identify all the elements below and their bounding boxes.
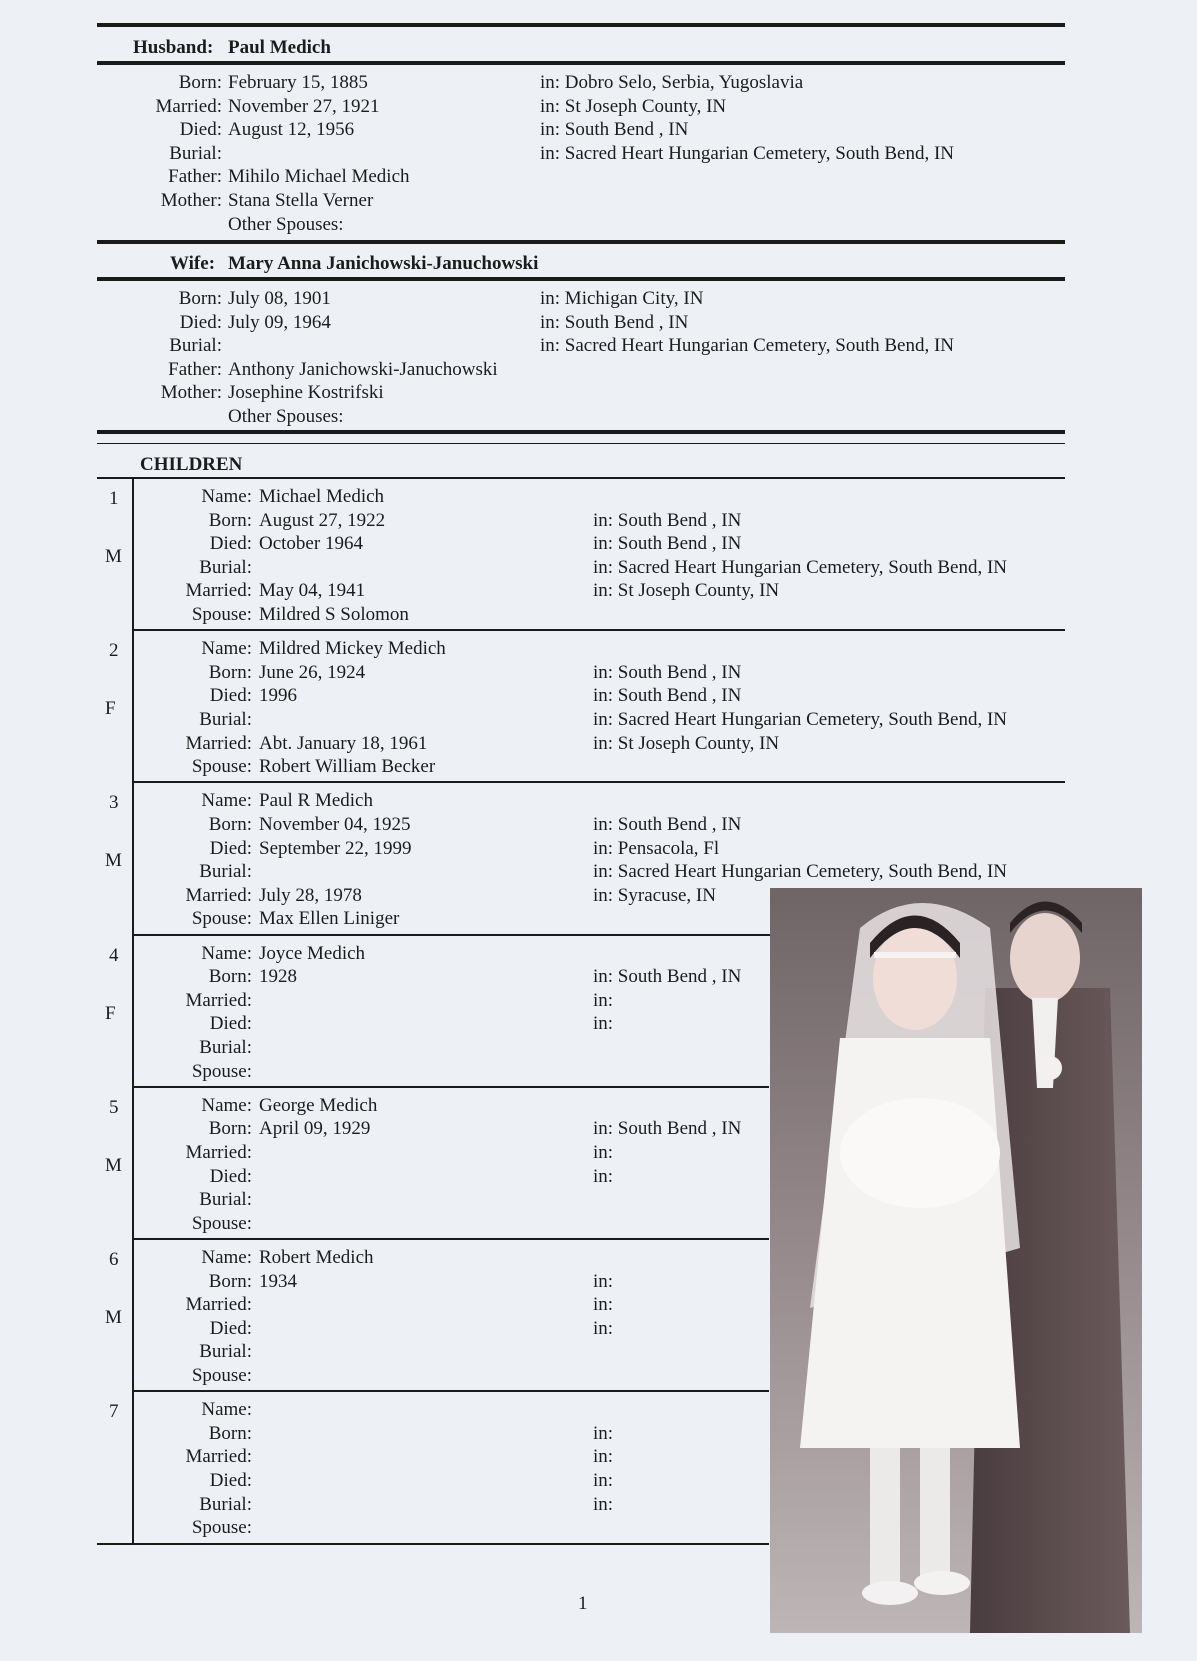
child-field-place: in: South Bend , IN	[593, 533, 742, 555]
top-rule	[97, 23, 1065, 27]
child-field-place: in: South Bend , IN	[593, 509, 742, 531]
child-number: 1	[109, 488, 119, 509]
child-field-label: Burial:	[199, 1493, 252, 1515]
child-field-label: Died:	[209, 1013, 252, 1035]
husband-field-label: Born:	[178, 72, 222, 93]
child-field-label: Died:	[209, 837, 252, 859]
wife-field-label: Died:	[179, 311, 222, 333]
wife-field-label: Father:	[168, 358, 222, 380]
child-field-label: Married:	[185, 580, 252, 602]
husband-field-value: Stana Stella Verner	[228, 190, 374, 211]
child-field-place: in:	[593, 989, 614, 1011]
child-field-label: Died:	[209, 1317, 252, 1339]
child-field-place: in: Sacred Heart Hungarian Cemetery, South Bend, IN	[593, 556, 1008, 578]
wife-name: Mary Anna Janichowski-Januchowski	[228, 253, 539, 274]
child-field-label: Married:	[185, 732, 252, 754]
child-field-value: Joyce Medich	[259, 942, 366, 964]
child-field-label: Born:	[208, 1270, 252, 1292]
wife-top-rule	[97, 240, 1065, 244]
child-field-value: October 1964	[259, 533, 363, 555]
child-sex: F	[105, 698, 116, 720]
child-field-label: Burial:	[199, 1037, 252, 1058]
child-field-label: Name:	[201, 1094, 252, 1116]
child-field-place: in: South Bend , IN	[593, 661, 742, 683]
child-field-label: Died:	[209, 1470, 252, 1491]
husband-other-spouses: Other Spouses:	[228, 214, 344, 235]
child-field-place: in: Pensacola, Fl	[593, 837, 720, 859]
child-field-label: Born:	[208, 1118, 252, 1140]
husband-field-place: in: Dobro Selo, Serbia, Yugoslavia	[540, 72, 804, 93]
husband-field-place: in: Sacred Heart Hungarian Cemetery, South Bend, IN	[540, 142, 955, 164]
child-field-place: in:	[593, 1294, 614, 1316]
child-field-place: in: South Bend , IN	[593, 1118, 742, 1140]
child-divider	[132, 1238, 769, 1240]
child-sex: M	[105, 546, 122, 567]
child-field-label: Married:	[185, 884, 252, 906]
child-field-value: Abt. January 18, 1961	[259, 732, 428, 754]
husband-heading-rule	[97, 61, 1065, 65]
child-field-label: Spouse:	[191, 1060, 252, 1082]
child-field-label: Spouse:	[191, 1212, 252, 1234]
child-field-value: 1996	[259, 685, 297, 707]
child-field-place: in: St Joseph County, IN	[593, 732, 780, 754]
child-field-value: September 22, 1999	[259, 837, 412, 859]
wife-field-value: July 08, 1901	[228, 288, 331, 309]
child-field-label: Burial:	[199, 709, 252, 730]
wife-field-value: Josephine Kostrifski	[228, 382, 384, 404]
child-field-value: Mildred Mickey Medich	[259, 638, 446, 660]
husband-field-value: November 27, 1921	[228, 95, 380, 117]
child-field-label: Spouse:	[191, 1517, 252, 1539]
wedding-photo	[770, 888, 1142, 1633]
child-field-label: Born:	[208, 814, 252, 835]
child-field-place: in:	[593, 1165, 614, 1187]
child-divider	[132, 1390, 769, 1392]
child-field-label: Born:	[208, 661, 252, 683]
husband-field-label: Father:	[168, 166, 222, 188]
child-field-value: June 26, 1924	[259, 661, 366, 683]
child-field-place: in: South Bend , IN	[593, 814, 742, 835]
child-field-label: Died:	[209, 533, 252, 555]
child-field-label: Born:	[208, 1422, 252, 1444]
child-field-place: in: Syracuse, IN	[593, 884, 716, 906]
children-top-rule	[97, 430, 1065, 434]
child-field-value: Paul R Medich	[259, 790, 373, 812]
child-field-label: Burial:	[199, 1189, 252, 1211]
husband-field-place: in: St Joseph County, IN	[540, 95, 727, 117]
child-field-value: July 28, 1978	[259, 884, 362, 906]
child-field-value: 1928	[259, 966, 297, 988]
child-field-place: in:	[593, 1142, 614, 1163]
wife-heading-rule	[97, 277, 1065, 281]
child-field-label: Married:	[185, 1142, 252, 1163]
husband-heading-label: Husband:	[133, 37, 214, 58]
child-field-label: Died:	[209, 1165, 252, 1187]
husband-name: Paul Medich	[228, 37, 331, 58]
child-field-label: Married:	[185, 989, 252, 1011]
child-field-place: in:	[593, 1446, 614, 1468]
child-field-place: in:	[593, 1493, 614, 1515]
wife-field-label: Born:	[178, 288, 222, 309]
child-field-place: in:	[593, 1470, 614, 1491]
child-divider	[132, 781, 1065, 783]
child-number: 3	[109, 792, 119, 814]
child-field-label: Name:	[201, 486, 252, 507]
child-field-label: Burial:	[199, 1341, 252, 1363]
child-field-label: Burial:	[199, 556, 252, 578]
child-field-place: in: South Bend , IN	[593, 685, 742, 707]
child-field-label: Name:	[201, 942, 252, 964]
child-field-value: April 09, 1929	[259, 1118, 371, 1140]
child-sex: M	[105, 1307, 122, 1328]
page-number: 1	[578, 1593, 588, 1614]
child-field-place: in: Sacred Heart Hungarian Cemetery, South Bend, IN	[593, 861, 1008, 883]
child-field-label: Spouse:	[191, 1365, 252, 1386]
child-sex: M	[105, 850, 122, 872]
wedding-photo-image	[770, 888, 1142, 1633]
child-number: 6	[109, 1249, 119, 1270]
wife-field-place: in: Sacred Heart Hungarian Cemetery, South Bend, IN	[540, 335, 955, 357]
child-field-label: Born:	[208, 966, 252, 988]
child-number: 7	[109, 1401, 119, 1423]
child-field-label: Name:	[201, 638, 252, 660]
child-number: 2	[109, 640, 119, 662]
child-field-label: Spouse:	[191, 756, 252, 778]
child-field-value: Michael Medich	[259, 486, 385, 507]
children-heading: CHILDREN	[140, 454, 243, 475]
husband-field-value: Mihilo Michael Medich	[228, 166, 410, 188]
wife-field-value: July 09, 1964	[228, 311, 331, 333]
child-sex: M	[105, 1154, 122, 1176]
children-heading-rule	[97, 477, 1065, 479]
child-field-value: Max Ellen Liniger	[259, 908, 400, 930]
husband-field-value: February 15, 1885	[228, 72, 368, 93]
child-field-place: in: Sacred Heart Hungarian Cemetery, South Bend, IN	[593, 709, 1008, 730]
child-field-place: in:	[593, 1422, 614, 1444]
child-field-label: Name:	[201, 1247, 252, 1268]
children-bottom-rule	[97, 1543, 769, 1545]
child-field-label: Married:	[185, 1446, 252, 1468]
child-field-value: Robert Medich	[259, 1247, 374, 1268]
child-field-value: August 27, 1922	[259, 509, 386, 531]
child-field-label: Name:	[201, 790, 252, 812]
wife-heading-label: Wife:	[170, 253, 216, 274]
wife-field-place: in: Michigan City, IN	[540, 288, 704, 309]
child-field-label: Spouse:	[191, 908, 252, 930]
child-field-label: Name:	[201, 1399, 252, 1421]
husband-field-label: Mother:	[160, 190, 222, 211]
child-number: 5	[109, 1096, 119, 1118]
child-field-value: May 04, 1941	[259, 580, 366, 602]
husband-field-label: Burial:	[169, 142, 222, 164]
child-field-value: George Medich	[259, 1094, 378, 1116]
child-field-place: in:	[593, 1317, 614, 1339]
child-field-place: in:	[593, 1270, 614, 1292]
children-top-rule-thin	[97, 443, 1065, 444]
child-field-value: November 04, 1925	[259, 814, 411, 835]
wife-field-label: Burial:	[169, 335, 222, 357]
child-divider	[132, 629, 1065, 631]
child-field-label: Burial:	[199, 861, 252, 883]
husband-field-value: August 12, 1956	[228, 119, 355, 141]
wife-field-place: in: South Bend , IN	[540, 311, 689, 333]
child-field-label: Married:	[185, 1294, 252, 1316]
child-sex: F	[105, 1002, 116, 1024]
child-field-label: Born:	[208, 509, 252, 531]
wife-field-label: Mother:	[160, 382, 222, 404]
wife-other-spouses: Other Spouses:	[228, 406, 344, 427]
child-field-value: Mildred S Solomon	[259, 604, 409, 625]
child-field-place: in:	[593, 1013, 614, 1035]
child-number: 4	[109, 944, 119, 966]
husband-field-label: Married:	[155, 95, 222, 117]
child-field-label: Spouse:	[191, 604, 252, 625]
child-field-place: in: St Joseph County, IN	[593, 580, 780, 602]
wife-field-value: Anthony Janichowski-Januchowski	[228, 358, 498, 380]
child-field-value: Robert William Becker	[259, 756, 436, 778]
child-field-value: 1934	[259, 1270, 297, 1292]
child-divider	[132, 1086, 769, 1088]
husband-field-label: Died:	[179, 119, 222, 141]
husband-field-place: in: South Bend , IN	[540, 119, 689, 141]
child-field-place: in: South Bend , IN	[593, 966, 742, 988]
child-field-label: Died:	[209, 685, 252, 707]
